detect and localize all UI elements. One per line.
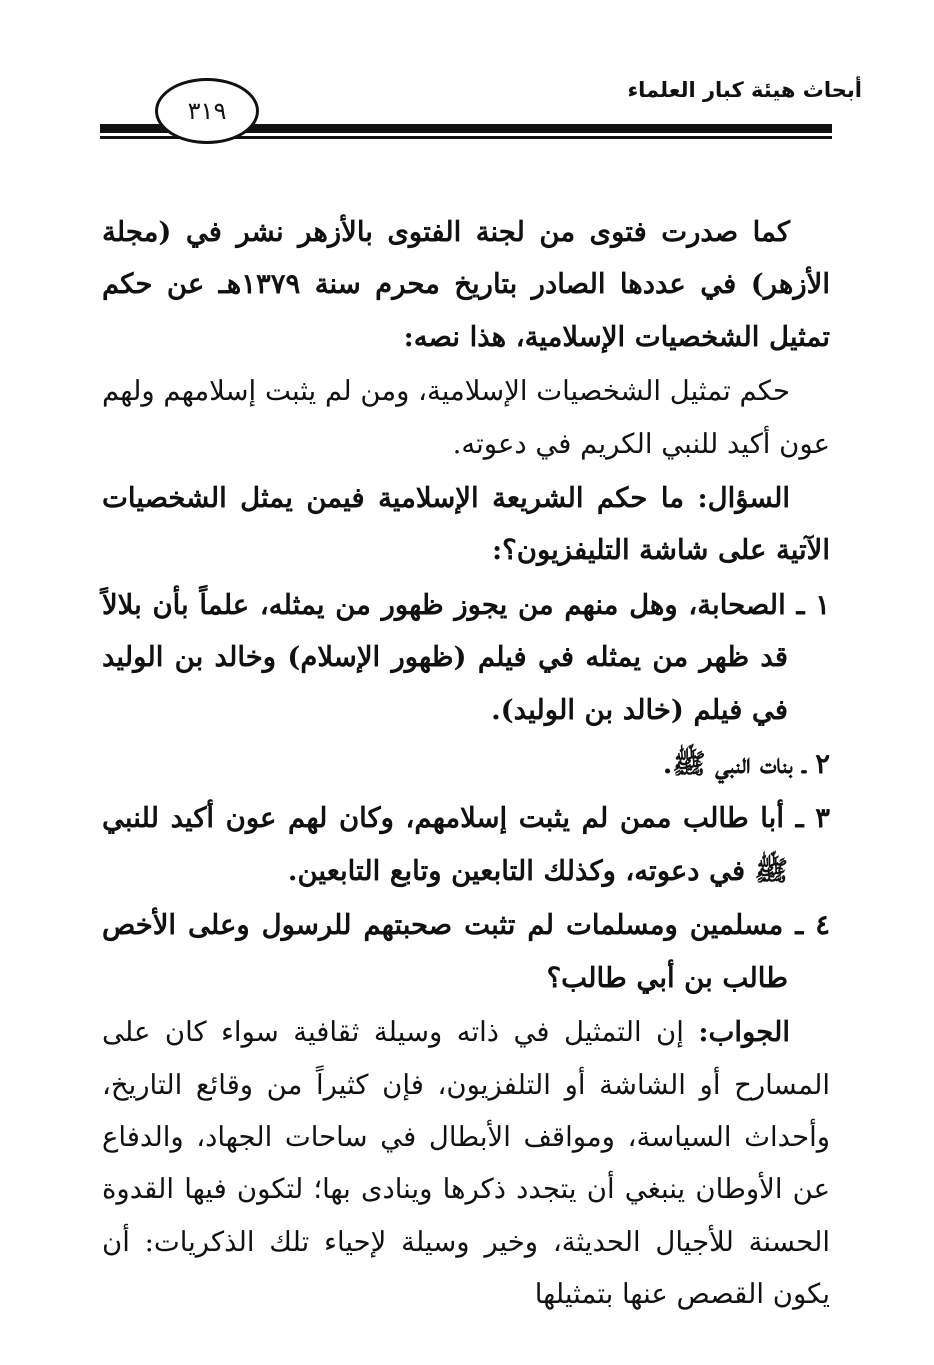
answer-text: إن التمثيل في ذاته وسيلة ثقافية سواء كان على المسارح أو الشاشة أو التلفزيون، فإن كثيراً من وقائع التاريخ، وأحداث السياسة، ومواقف الأبطال في ساحات الجهاد، والدفاع عن الأوطان ينبغي أن يتجدد ذكرها وينادى بها؛ لتكون فيها القدوة الحسنة للأجيال الحديثة، وخير وسيلة لإحياء تلك الذكريات: أن يكون القصص عنها بتمثيلها (102, 1016, 830, 1311)
answer-label: الجواب: (698, 1016, 790, 1049)
intro-paragraph: كما صدرت فتوى من لجنة الفتوى بالأزهر نشر في (مجلة الأزهر) في عددها الصادر بتاريخ محرم سنة ١٣٧٩هـ عن حكم تمثيل الشخصيات الإسلامية، هذا نصه: (102, 216, 830, 353)
item-marker: ٤ ـ (795, 909, 830, 942)
subject-paragraph: حكم تمثيل الشخصيات الإسلامية، ومن لم يثبت إسلامهم ولهم عون أكيد للنبي الكريم في دعوته. (102, 375, 830, 460)
page-body (102, 206, 830, 1323)
list-item (102, 738, 830, 790)
question-paragraph (102, 472, 830, 577)
item-marker: ٢ ـ (802, 748, 830, 781)
list-item (102, 579, 830, 736)
running-header-title: أبحاث هيئة كبار العلماء (627, 78, 862, 102)
item-marker: ٣ ـ (795, 802, 830, 835)
question-label: السؤال: (697, 482, 790, 515)
item-text: الصحابة، وهل منهم من يجوز ظهور من يمثله، علماً بأن بلالاً قد ظهر من يمثله في فيلم (ظهور الإسلام) وخالد بن الوليد في فيلم (خالد بن الوليد). (102, 588, 788, 726)
item-text: بنات النبي ﷺ. (662, 748, 793, 781)
item-text: مسلمين ومسلمات لم تثبت صحبتهم للرسول وعلى الأخص طالب بن أبي طالب؟ (102, 909, 788, 994)
item-text: أبا طالب ممن لم يثبت إسلامهم، وكان لهم عون أكيد للنبي ﷺ في دعوته، وكذلك التابعين وتابع التابعين. (102, 802, 788, 887)
question-text: ما حكم الشريعة الإسلامية فيمن يمثل الشخصيات الآتية على شاشة التليفزيون؟: (102, 482, 830, 567)
list-item (102, 899, 830, 1004)
answer-paragraph (102, 1006, 830, 1320)
list-item (102, 792, 830, 897)
page-number-badge: ٣١٩ (155, 78, 259, 144)
item-marker: ١ ـ (796, 588, 831, 621)
